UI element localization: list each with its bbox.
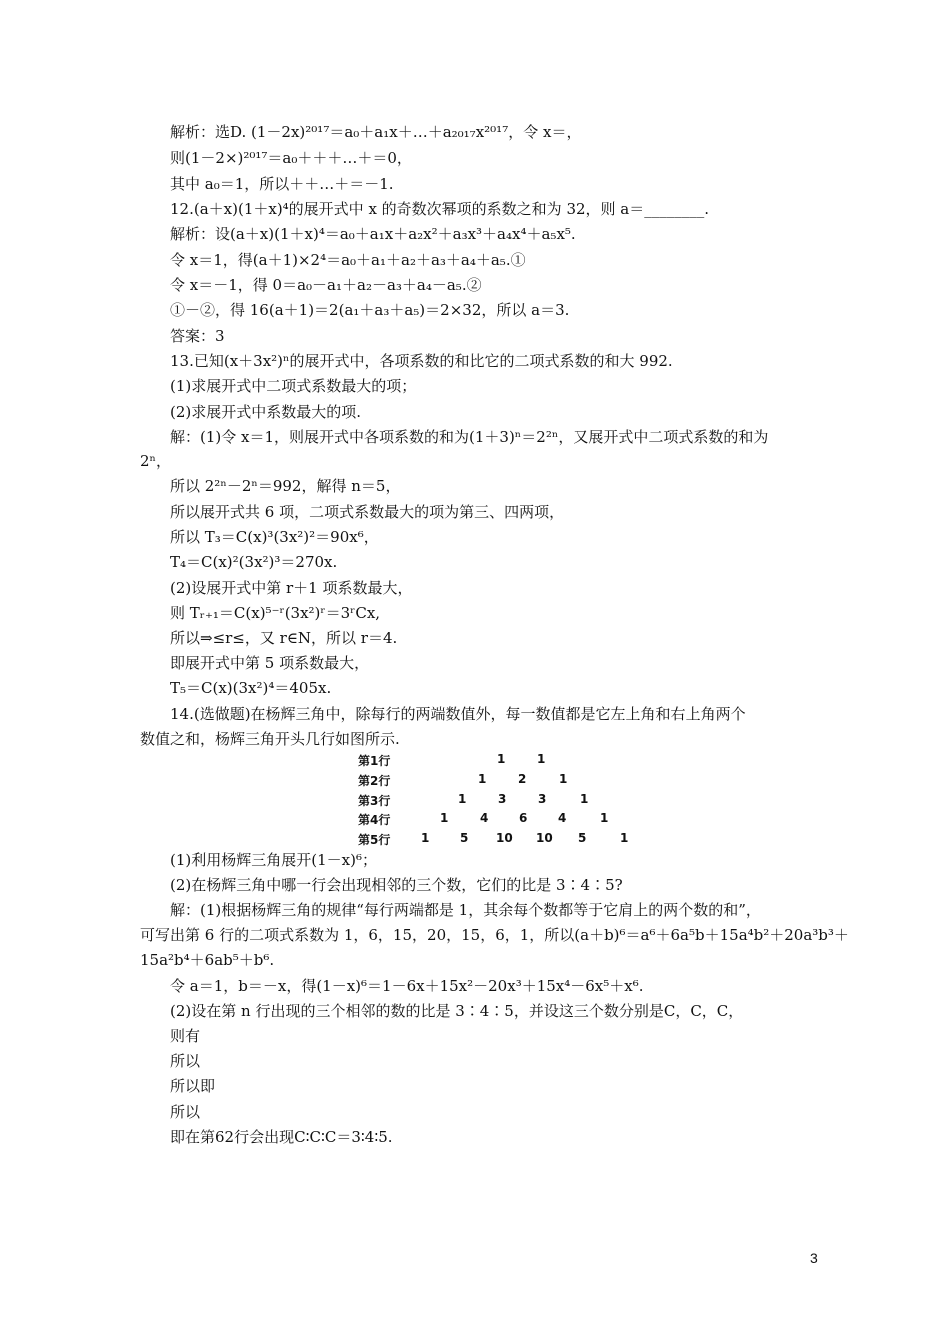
triangle-number: 10 — [496, 831, 513, 845]
text-line: 则(1－2×)²⁰¹⁷＝a₀＋＋＋…＋＝0， — [170, 149, 412, 167]
row-label: 第5行 — [358, 833, 391, 847]
triangle-number: 1 — [559, 772, 568, 786]
text-line: 数值之和，杨辉三角开头几行如图所示. — [140, 730, 400, 748]
text-line: 令 a＝1，b＝－x，得(1－x)⁶＝1－6x＋15x²－20x³＋15x⁴－6x⁵＋x⁶. — [170, 977, 644, 995]
text-line: (2)在杨辉三角中哪一行会出现相邻的三个数，它们的比是 3∶4∶5? — [170, 876, 623, 894]
text-line: 所以 T₃＝C(x)³(3x²)²＝90x⁶， — [170, 528, 379, 546]
text-line: 所以 — [170, 1103, 201, 1121]
answer-line: 答案：3 — [170, 327, 225, 345]
text-line: (2)设展开式中第 r＋1 项系数最大， — [170, 579, 413, 597]
triangle-number: 1 — [580, 792, 589, 806]
question-13: 13.已知(x＋3x²)ⁿ的展开式中，各项系数的和比它的二项式系数的和大 992. — [170, 352, 673, 370]
question-14: 14.(选做题)在杨辉三角中，除每行的两端数值外，每一数值都是它左上角和右上角两个 — [170, 705, 746, 723]
text-line: ①－②，得 16(a＋1)＝2(a₁＋a₃＋a₅)＝2×32，所以 a＝3. — [170, 301, 570, 319]
text-line: 所以 — [170, 1052, 201, 1070]
text-line: 所以 2²ⁿ－2ⁿ＝992，解得 n＝5， — [170, 477, 401, 495]
text-line: 15a²b⁴＋6ab⁵＋b⁶. — [140, 951, 275, 969]
text-line: (2)求展开式中系数最大的项. — [170, 403, 362, 421]
text-line: T₅＝C(x)(3x²)⁴＝405x. — [170, 679, 332, 697]
triangle-number: 5 — [578, 831, 587, 845]
triangle-number: 2 — [518, 772, 527, 786]
triangle-number: 1 — [478, 772, 487, 786]
triangle-number: 1 — [537, 752, 546, 766]
text-line: 令 x＝－1，得 0＝a₀－a₁＋a₂－a₃＋a₄－a₅.② — [170, 276, 482, 294]
text-line: 则有 — [170, 1027, 201, 1045]
triangle-number: 4 — [558, 811, 567, 825]
triangle-number: 1 — [440, 811, 449, 825]
triangle-number: 1 — [620, 831, 629, 845]
text-line: (1)利用杨辉三角展开(1－x)⁶； — [170, 851, 377, 869]
triangle-number: 6 — [519, 811, 528, 825]
row-label: 第2行 — [358, 774, 391, 788]
text-line: 所以⇒≤r≤，又 r∈N，所以 r＝4. — [170, 629, 398, 647]
triangle-number: 3 — [498, 792, 507, 806]
text-line: 即在第62行会出现C∶C∶C＝3∶4∶5. — [170, 1128, 393, 1146]
page-number: 3 — [810, 1250, 818, 1266]
text-line: 其中 a₀＝1，所以＋＋…＋＝－1. — [170, 175, 394, 193]
text-line: 解：(1)令 x＝1，则展开式中各项系数的和为(1＋3)ⁿ＝2²ⁿ，又展开式中二项式系数的和为 — [170, 428, 769, 446]
triangle-number: 4 — [480, 811, 489, 825]
text-line: 所以即 — [170, 1077, 216, 1095]
text-line: 即展开式中第 5 项系数最大， — [170, 654, 370, 672]
triangle-number: 3 — [538, 792, 547, 806]
text-line: 所以展开式共 6 项，二项式系数最大的项为第三、四两项， — [170, 503, 565, 521]
text-line: 可写出第 6 行的二项式系数为 1，6，15，20，15，6，1，所以(a＋b)⁶＝a⁶＋6a⁵b＋15a⁴b²＋20a³b³＋ — [140, 926, 849, 944]
text-line: 2ⁿ， — [140, 452, 172, 470]
triangle-number: 1 — [497, 752, 506, 766]
text-line: 令 x＝1，得(a＋1)×2⁴＝a₀＋a₁＋a₂＋a₃＋a₄＋a₅.① — [170, 251, 526, 269]
text-line: 则 Tᵣ₊₁＝C(x)⁵⁻ʳ(3x²)ʳ＝3ʳCx, — [170, 604, 381, 622]
text-line: T₄＝C(x)²(3x²)³＝270x. — [170, 553, 338, 571]
text-line: 解：(1)根据杨辉三角的规律“每行两端都是 1，其余每个数都等于它肩上的两个数的和”， — [170, 901, 761, 919]
triangle-number: 10 — [536, 831, 553, 845]
row-label: 第3行 — [358, 794, 391, 808]
text-line: 解析：设(a＋x)(1＋x)⁴＝a₀＋a₁x＋a₂x²＋a₃x³＋a₄x⁴＋a₅x⁵. — [170, 225, 576, 243]
text-line: (2)设在第 n 行出现的三个相邻的数的比是 3∶4∶5，并设这三个数分别是C，C，C， — [170, 1002, 744, 1020]
text-line: (1)求展开式中二项式系数最大的项； — [170, 377, 417, 395]
triangle-number: 1 — [421, 831, 430, 845]
text-line: 解析：选D. (1－2x)²⁰¹⁷＝a₀＋a₁x＋…＋a₂₀₁₇x²⁰¹⁷，令 x＝， — [170, 123, 582, 141]
row-label: 第4行 — [358, 813, 391, 827]
triangle-number: 5 — [460, 831, 469, 845]
question-12: 12.(a＋x)(1＋x)⁴的展开式中 x 的奇数次幂项的系数之和为 32，则 a＝________. — [170, 200, 710, 218]
triangle-number: 1 — [600, 811, 609, 825]
row-label: 第1行 — [358, 754, 391, 768]
triangle-number: 1 — [458, 792, 467, 806]
